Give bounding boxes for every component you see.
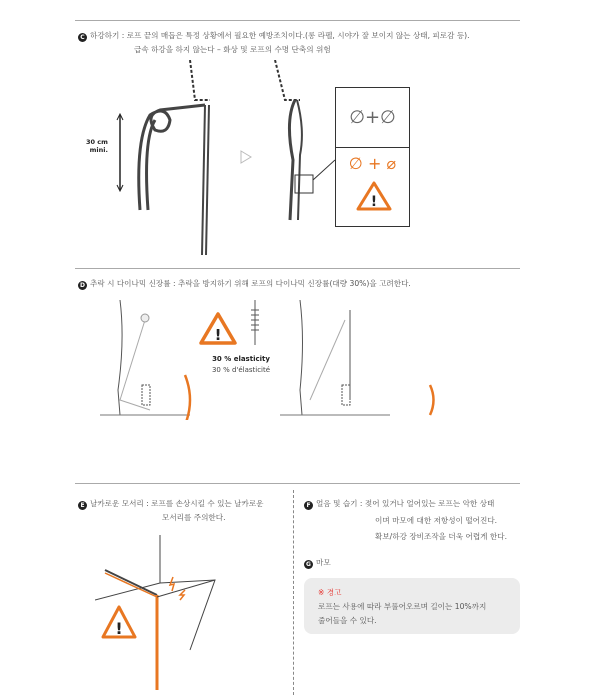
rope-knot-illustration (110, 60, 240, 260)
section-f-line3: 확보/하강 장비조작을 더욱 어렵게 한다. (375, 532, 507, 541)
section-d-text: 추락을 방지하기 위해 로프의 다이나믹 신장률(대량 30%)을 고려한다. (178, 279, 411, 288)
section-f-line2: 이며 마모에 대한 저항성이 떨어진다. (375, 516, 498, 525)
section-c-heading (78, 29, 470, 43)
badge-e: E (78, 501, 87, 510)
section-c-line2: 급속 하강을 하지 않는다 – 화상 및 로프의 수명 단축의 위험 (134, 45, 331, 54)
detail-box (335, 87, 410, 227)
elasticity-fr: 30 % d'élasticité (211, 366, 271, 374)
badge-g: G (304, 560, 313, 569)
section-f-line1: 젖어 있거나 얼어있는 로프는 악한 상태 (364, 499, 495, 508)
section-g-title: 마모 (316, 558, 331, 567)
warning-icon (198, 311, 238, 347)
section-g-heading (304, 556, 331, 570)
section-e-heading (78, 497, 264, 511)
svg-text:!: ! (214, 326, 222, 344)
badge-d: D (78, 281, 87, 290)
spring-icon (248, 300, 262, 345)
measure-value: 30 cm (86, 138, 108, 146)
sharp-edge-illustration (95, 535, 225, 690)
elasticity-en: 30 % elasticity (212, 355, 270, 363)
warning-line2: 줄어들을 수 있다. (318, 616, 377, 625)
divider (75, 20, 520, 21)
section-e-line2: 모서리를 주의한다. (162, 513, 226, 522)
section-c-title: 하강하기 : (90, 31, 125, 40)
section-d-heading (78, 277, 411, 291)
section-f-title: 얼음 및 습기 : (316, 499, 363, 508)
divider (75, 268, 520, 269)
svg-text:!: ! (115, 619, 123, 638)
thin-rope-symbol: ∅ + ⌀ (348, 154, 397, 173)
section-c-line1: 로프 끝의 매듭은 특정 상황에서 필요한 예방조치이다.(롱 라펠, 시야가 잘 보이지 않는 상태, 피로감 등). (126, 31, 470, 40)
elasticity-label (205, 354, 277, 376)
rope-no-knot-illustration (265, 60, 335, 260)
svg-text:!: ! (370, 194, 378, 210)
fall-illustration-right (280, 300, 450, 420)
section-d-title: 추락 시 다이나믹 신장률 : (90, 279, 176, 288)
arrow-icon (240, 150, 252, 164)
warning-line1: 로프는 사용에 따라 부풀어오르며 길이는 10%까지 (318, 602, 487, 611)
section-e-line1: 로프를 손상시킬 수 있는 날카로운 (151, 499, 264, 508)
dashed-divider (293, 490, 294, 695)
warning-icon (356, 180, 392, 212)
fall-illustration-left (100, 300, 200, 420)
section-e-title: 날카로운 모서리 : (90, 499, 149, 508)
badge-c: C (78, 33, 87, 42)
divider (75, 483, 520, 484)
measure-label (86, 138, 108, 154)
section-f-heading (304, 497, 494, 511)
warning-title: ※ 경고 (318, 588, 342, 597)
measure-unit: mini. (89, 146, 108, 154)
badge-f: F (304, 501, 313, 510)
warning-box (304, 578, 520, 634)
no-knot-symbol: ∅+∅ (336, 88, 409, 148)
